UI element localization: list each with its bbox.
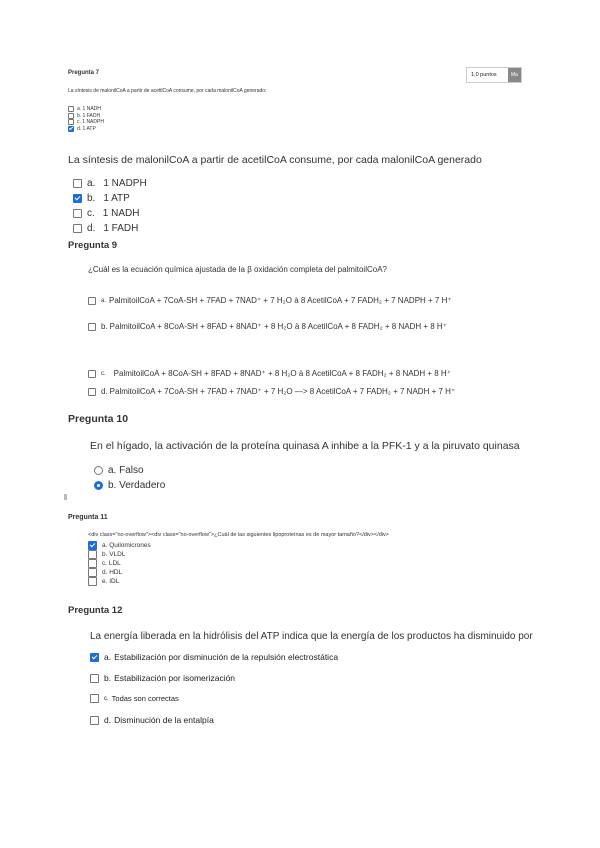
q7-title: Pregunta 7 <box>68 70 100 76</box>
q7-option-d[interactable]: d. 1 ATP <box>68 126 104 133</box>
q7-options <box>68 106 104 132</box>
q10-question-text: En el hígado, la activación de la proteína quinasa A inhibe a la PFK-1 y a la piruvato quinasa <box>90 440 520 452</box>
q9-option-d[interactable]: d. PalmitoilCoA + 7CoA-SH + 7FAD + 7NAD⁺ + 7 H₂O —> 8 AcetilCoA + 7 FADH₂ + 7 NADH + 7 H⁺ <box>88 387 455 396</box>
q9-option-b[interactable]: b. PalmitoilCoA + 8CoA-SH + 8FAD + 8NAD⁺ + 8 H₂O à 8 AcetilCoA + 8 FADH₂ + 8 NADH + 8 H⁺ <box>88 322 447 331</box>
q8-question-text: La síntesis de malonilCoA a partir de acetilCoA consume, por cada malonilCoA generado <box>68 154 482 166</box>
margin-marker <box>64 494 67 500</box>
points-text: 1,0 puntos <box>471 72 497 78</box>
checkbox-icon[interactable] <box>88 297 96 305</box>
q10-title: Pregunta 10 <box>68 413 129 425</box>
radio-selected-icon[interactable] <box>94 481 103 490</box>
q10-option-true[interactable]: b. Verdadero <box>94 478 165 493</box>
checkbox-icon[interactable] <box>90 694 99 703</box>
checkbox-icon[interactable] <box>88 388 96 396</box>
q9-option-a[interactable]: a. PalmitoilCoA + 7CoA-SH + 7FAD + 7NAD⁺ + 7 H₂O à 8 AcetilCoA + 7 FADH₂ + 7 NADPH + 7 H⁺ <box>88 296 452 305</box>
checkbox-checked-icon[interactable] <box>90 653 99 662</box>
q12-title: Pregunta 12 <box>68 605 123 616</box>
q12-question-text: La energía liberada en la hidrólisis del ATP indica que la energía de los productos ha disminuido por <box>90 631 533 642</box>
q7-option-a[interactable]: a. 1 NADH <box>68 106 104 113</box>
q8-option-d[interactable]: d. 1 FADH <box>73 221 147 236</box>
q11-options <box>88 541 151 586</box>
checkbox-icon[interactable] <box>73 209 82 218</box>
checkbox-icon[interactable] <box>68 119 74 125</box>
checkbox-icon[interactable] <box>90 674 99 683</box>
checkbox-icon[interactable] <box>88 568 97 577</box>
q8-option-a[interactable]: a. 1 NADPH <box>73 176 147 191</box>
q10-options <box>94 463 165 493</box>
radio-icon[interactable] <box>94 466 103 475</box>
q9-question-text: ¿Cuál es la ecuación química ajustada de la β oxidación completa del palmitoilCoA? <box>88 265 387 274</box>
q10-option-false[interactable]: a. Falso <box>94 463 165 478</box>
checkbox-checked-icon[interactable] <box>73 194 82 203</box>
checkbox-icon[interactable] <box>88 370 96 378</box>
q11-option-d[interactable]: d. HDL <box>88 568 151 577</box>
q8-option-b[interactable]: b. 1 ATP <box>73 191 147 206</box>
q8-options <box>73 176 147 236</box>
q12-option-a[interactable]: a. Estabilización por disminución de la repulsión electrostática <box>90 652 338 662</box>
checkbox-icon[interactable] <box>88 550 97 559</box>
checkbox-icon[interactable] <box>88 559 97 568</box>
flag-icon[interactable]: Ma <box>508 68 521 82</box>
checkbox-icon[interactable] <box>88 577 97 586</box>
checkbox-icon[interactable] <box>68 113 74 119</box>
q11-option-e[interactable]: e. IDL <box>88 577 151 586</box>
q7-question-text: La síntesis de malonilCoA a partir de acetilCoA consume, por cada malonilCoA generado: <box>68 88 267 94</box>
q11-title: Pregunta 11 <box>68 514 108 521</box>
checkbox-icon[interactable] <box>73 179 82 188</box>
checkbox-checked-icon[interactable] <box>68 126 74 132</box>
q11-question-text: <div class="no-overflow"><div class="no-overflow">¿Cuál de las siguientes lipoproteínas es de mayor tamaño?</div></div> <box>88 532 389 538</box>
q8-option-c[interactable]: c. 1 NADH <box>73 206 147 221</box>
q11-option-c[interactable]: c. LDL <box>88 559 151 568</box>
q12-option-d[interactable]: d. Disminución de la entalpía <box>90 715 214 725</box>
q11-option-a[interactable]: a. Quilomicrones <box>88 541 151 550</box>
q12-option-b[interactable]: b. Estabilización por isomerización <box>90 673 235 683</box>
checkbox-checked-icon[interactable] <box>88 541 97 550</box>
q7-option-c[interactable]: c. 1 NADPH <box>68 119 104 126</box>
q7-option-b[interactable]: b. 1 FADH <box>68 113 104 120</box>
checkbox-icon[interactable] <box>88 323 96 331</box>
q12-option-c[interactable]: c. Todas son correctas <box>90 694 179 703</box>
points-box <box>466 67 522 83</box>
checkbox-icon[interactable] <box>73 224 82 233</box>
checkbox-icon[interactable] <box>68 106 74 112</box>
q11-option-b[interactable]: b. VLDL <box>88 550 151 559</box>
checkbox-icon[interactable] <box>90 716 99 725</box>
q9-title: Pregunta 9 <box>68 240 118 251</box>
q9-option-c[interactable]: c. PalmitoilCoA + 8CoA-SH + 8FAD + 8NAD⁺ + 8 H₂O à 8 AcetilCoA + 8 FADH₂ + 8 NADH + 8 H⁺ <box>88 369 451 378</box>
